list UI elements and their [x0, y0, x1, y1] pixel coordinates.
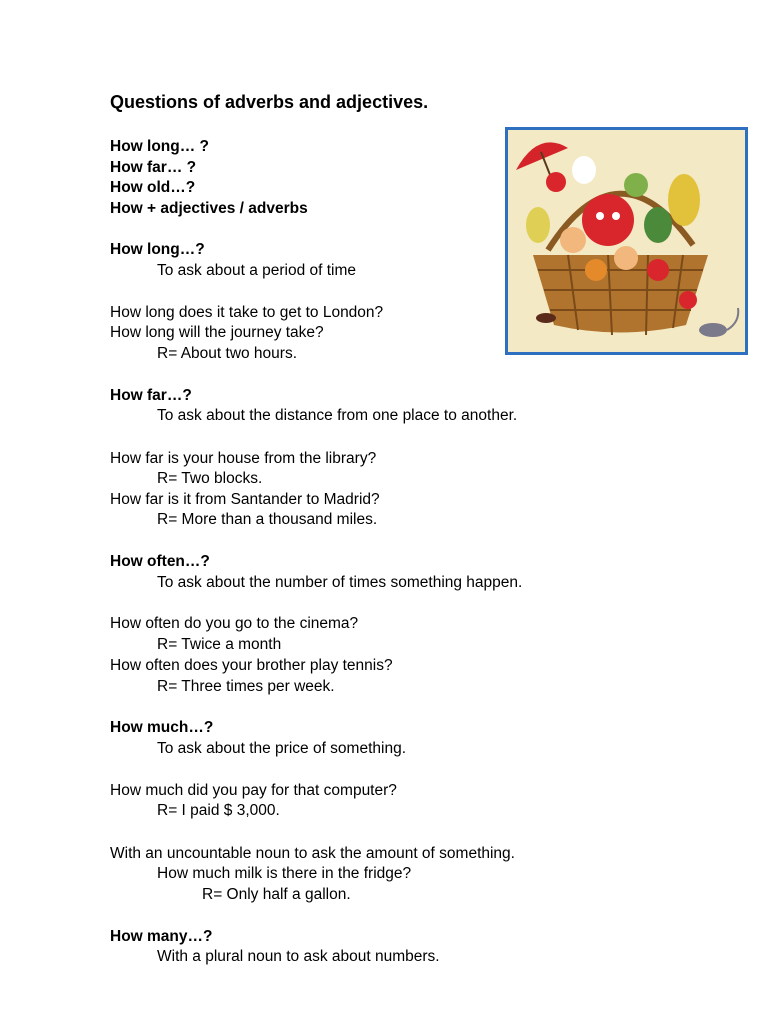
section-heading-how-often: How often…? — [110, 553, 210, 570]
example-question: How far is it from Santander to Madrid? — [110, 491, 380, 508]
example-answer: R= Three times per week. — [157, 678, 335, 695]
example-answer: R= I paid $ 3,000. — [157, 802, 280, 819]
section-description: With a plural noun to ask about numbers. — [157, 948, 440, 965]
section-heading-how-much: How much…? — [110, 719, 214, 736]
example-answer: R= Only half a gallon. — [202, 886, 351, 903]
example-answer: R= Twice a month — [157, 636, 282, 653]
fruit-basket-illustration — [505, 127, 748, 355]
example-question: How long will the journey take? — [110, 324, 324, 341]
summary-item-how-adjectives: How + adjectives / adverbs — [110, 200, 308, 217]
page-title: Questions of adverbs and adjectives. — [110, 92, 429, 112]
example-question: How often do you go to the cinema? — [110, 615, 359, 632]
section-description: To ask about the price of something. — [157, 740, 407, 757]
section-heading-how-far: How far…? — [110, 387, 192, 404]
summary-item-how-old: How old…? — [110, 179, 196, 196]
example-question: How much did you pay for that computer? — [110, 782, 397, 799]
summary-item-how-far: How far… ? — [110, 159, 197, 176]
example-question: How far is your house from the library? — [110, 450, 377, 467]
summary-item-how-long: How long… ? — [110, 138, 210, 155]
section-heading-how-long: How long…? — [110, 241, 205, 258]
section-description: To ask about the number of times something happen. — [157, 574, 523, 591]
example-question: How long does it take to get to London? — [110, 304, 384, 321]
example-question: How much milk is there in the fridge? — [157, 865, 412, 882]
example-answer: R= About two hours. — [157, 345, 298, 362]
section-description: To ask about a period of time — [157, 262, 357, 279]
example-answer: R= Two blocks. — [157, 470, 263, 487]
example-question: How often does your brother play tennis? — [110, 657, 393, 674]
section-description: To ask about the distance from one place to another. — [157, 407, 518, 424]
example-answer: R= More than a thousand miles. — [157, 511, 378, 528]
section-heading-how-many: How many…? — [110, 928, 213, 945]
fruit-basket-icon — [508, 130, 745, 352]
usage-note: With an uncountable noun to ask the amount of something. — [110, 845, 515, 862]
